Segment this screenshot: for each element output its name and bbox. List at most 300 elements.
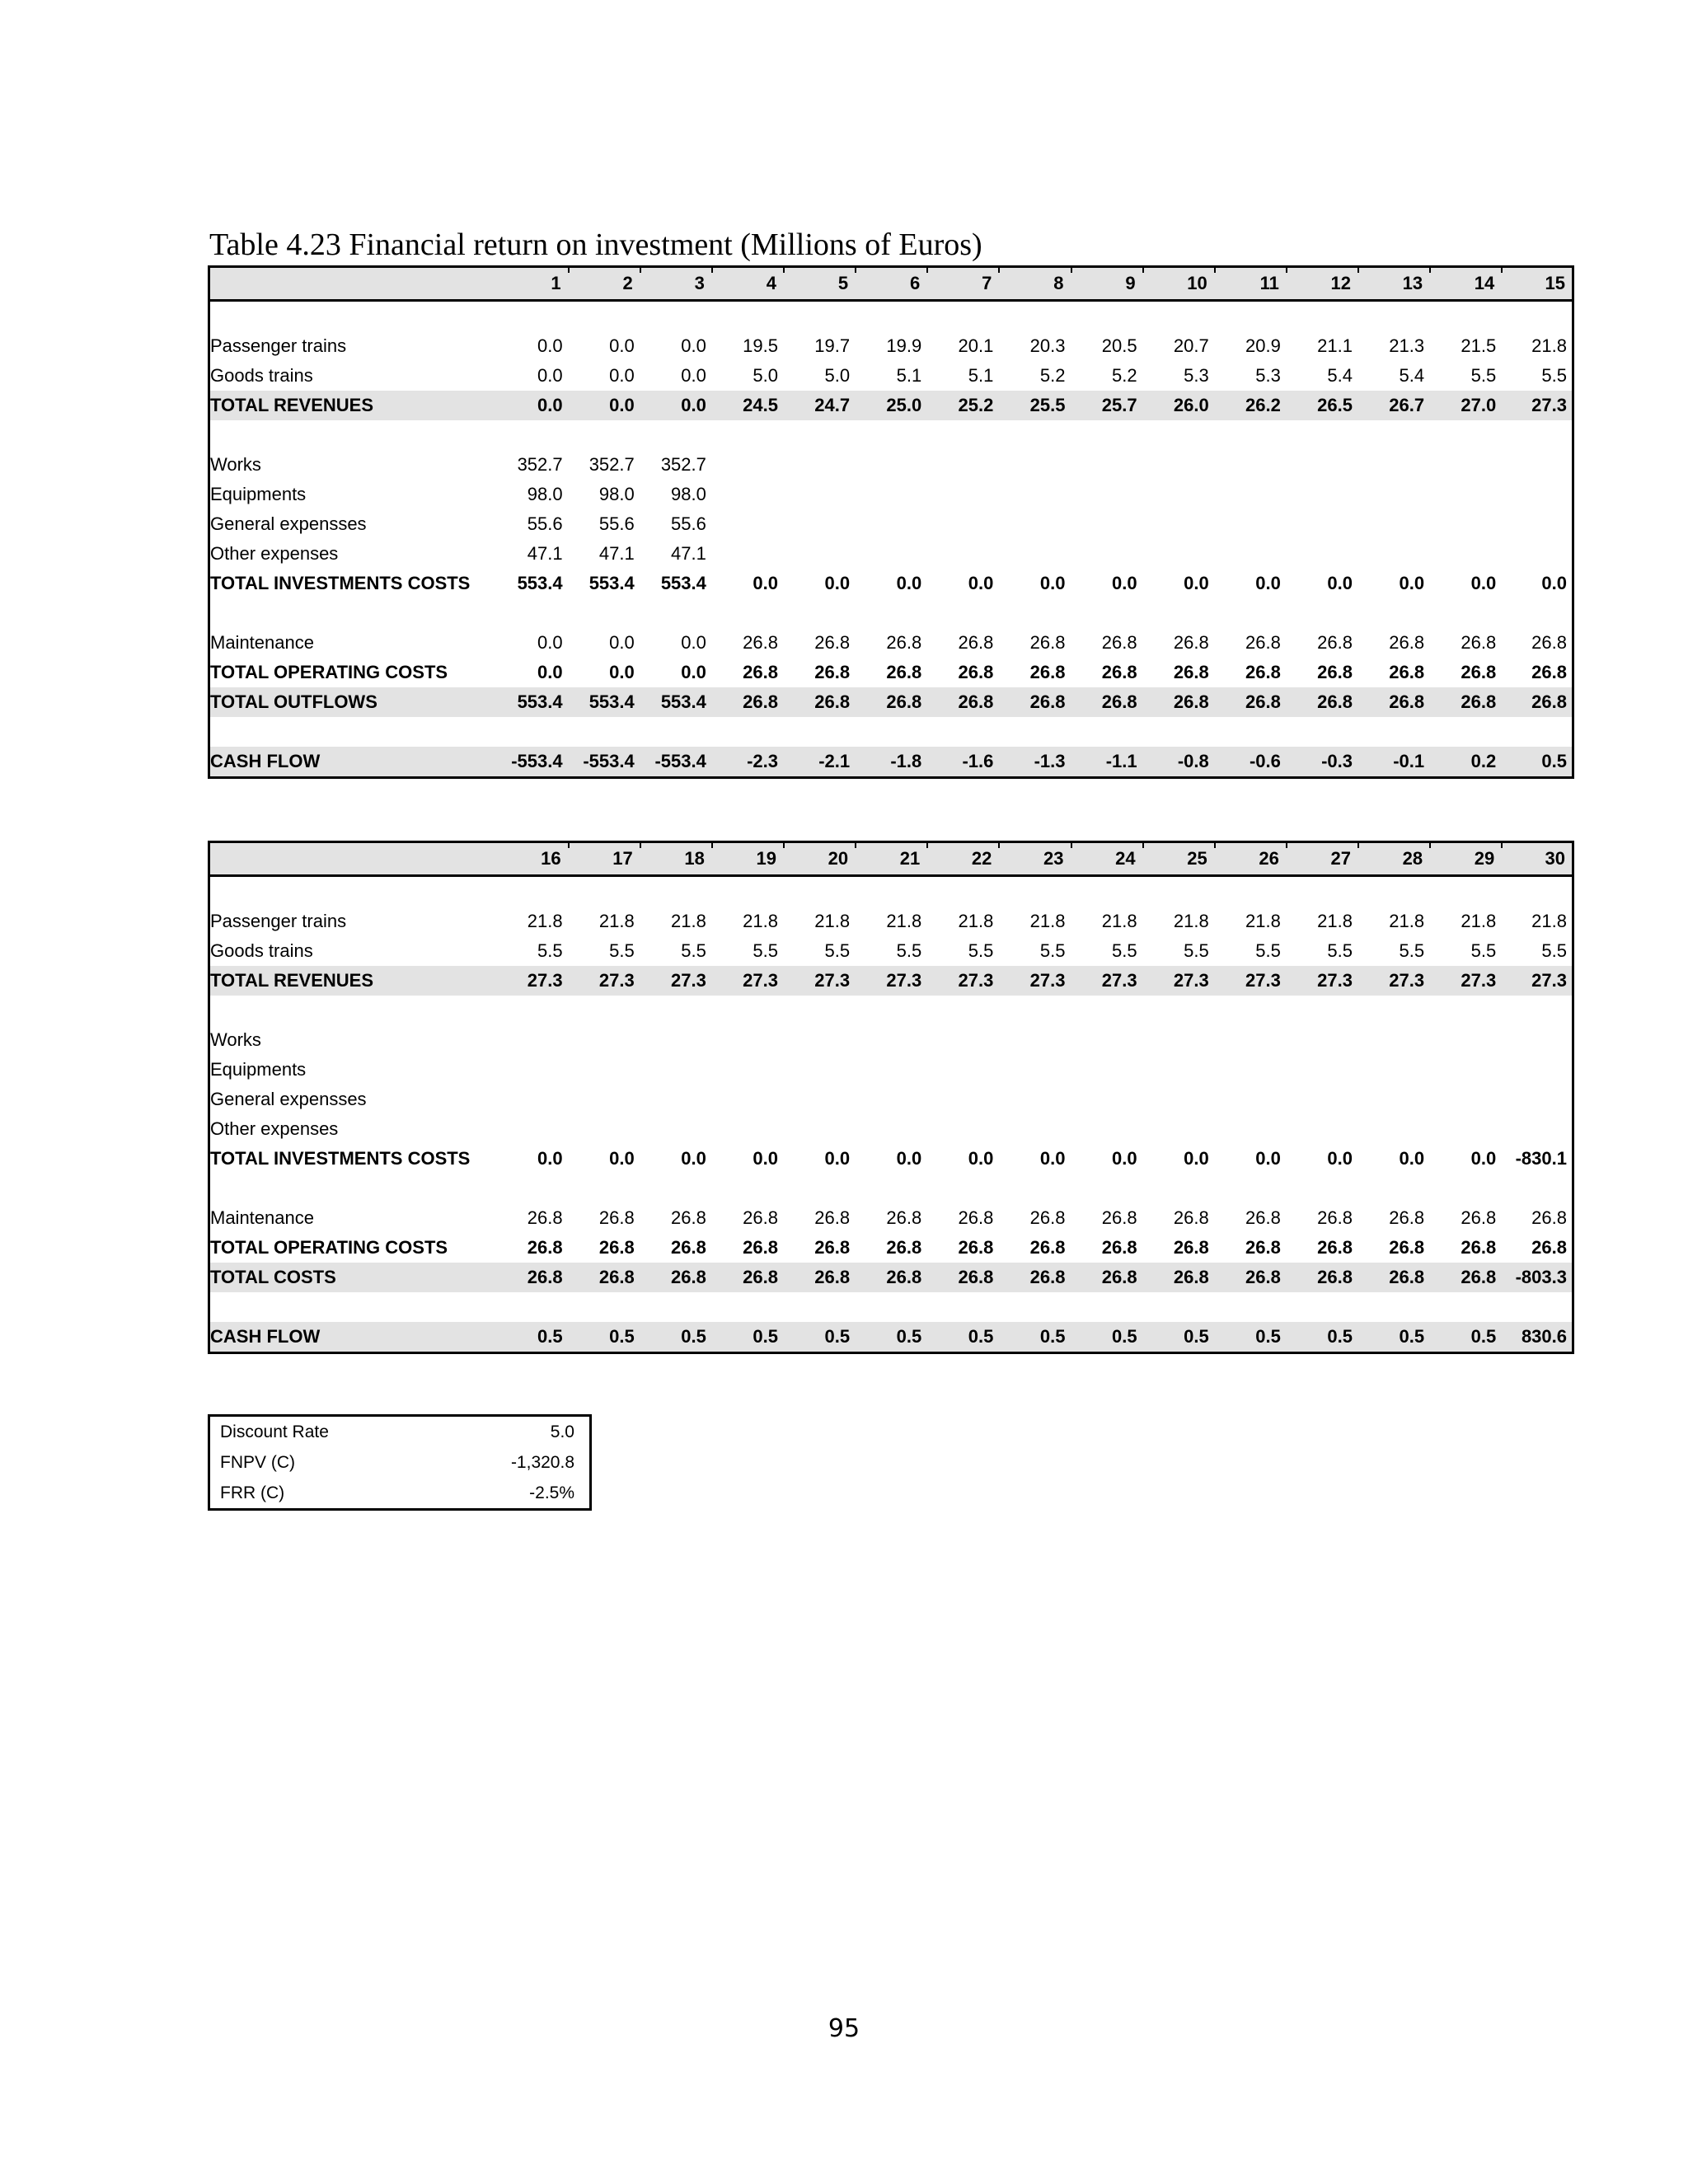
value-cell: 26.8: [814, 632, 851, 653]
value-cell: -0.1: [1357, 747, 1429, 778]
row-label: General expensses: [210, 1089, 367, 1109]
spacer-row: [209, 420, 1573, 450]
value-cell: 0.0: [753, 573, 778, 593]
value-cell: 0.5: [855, 1322, 926, 1353]
value-cell: [998, 1055, 1070, 1085]
row-other-expenses: [209, 1114, 1573, 1144]
value-cell: 0.0: [681, 335, 706, 356]
value-cell: 26.8: [1071, 1263, 1142, 1292]
value-cell: [1214, 1055, 1286, 1085]
year-header: 17: [568, 842, 640, 876]
value-cell: 26.8: [1317, 1207, 1353, 1228]
value-cell: 0.0: [1327, 573, 1353, 593]
value-cell: [855, 1055, 926, 1085]
value-cell: 27.3: [496, 966, 568, 996]
value-cell: 26.8: [1029, 1207, 1066, 1228]
value-cell: 26.8: [1214, 687, 1286, 717]
value-cell: 27.3: [1142, 966, 1214, 996]
value-cell: [1286, 450, 1357, 480]
value-cell: 553.4: [517, 573, 563, 593]
value-cell: [1214, 1114, 1286, 1144]
value-cell: [1357, 1114, 1429, 1144]
value-cell: 47.1: [527, 543, 563, 564]
value-cell: 26.7: [1357, 391, 1429, 420]
value-cell: 27.3: [1501, 966, 1573, 996]
value-cell: 21.8: [958, 911, 994, 931]
row-total-revenues: [209, 391, 1573, 420]
summary-label: FRR (C): [220, 1483, 285, 1502]
value-cell: [783, 450, 855, 480]
header-blank-cell: [209, 267, 496, 301]
value-cell: 26.8: [1245, 1207, 1281, 1228]
summary-label: Discount Rate: [220, 1422, 329, 1441]
value-cell: 5.2: [1112, 365, 1137, 386]
value-cell: -1.3: [998, 747, 1070, 778]
value-cell: [711, 480, 783, 509]
value-cell: 0.0: [968, 573, 994, 593]
value-cell: 5.5: [1327, 940, 1353, 961]
value-cell: 26.8: [1029, 662, 1066, 682]
value-cell: 25.0: [855, 391, 926, 420]
value-cell: 352.7: [588, 454, 635, 475]
year-header: 13: [1357, 267, 1429, 301]
value-cell: [1429, 509, 1501, 539]
value-cell: [1214, 509, 1286, 539]
value-cell: 0.0: [537, 1148, 563, 1169]
value-cell: [1501, 480, 1573, 509]
row-works: [209, 1025, 1573, 1055]
value-cell: [855, 1085, 926, 1114]
table-caption: Table 4.23 Financial return on investment (Millions of Euros): [209, 227, 982, 262]
value-cell: [711, 450, 783, 480]
value-cell: 26.8: [1317, 1237, 1353, 1258]
value-cell: 27.3: [1357, 966, 1429, 996]
value-cell: 26.8: [926, 687, 998, 717]
value-cell: 0.0: [968, 1148, 994, 1169]
row-total-investments-costs: [209, 1144, 1573, 1174]
value-cell: 26.8: [743, 662, 778, 682]
value-cell: [1429, 480, 1501, 509]
value-cell: [1142, 1085, 1214, 1114]
value-cell: [1501, 1114, 1573, 1144]
value-cell: [1071, 1085, 1142, 1114]
value-cell: [1501, 1025, 1573, 1055]
value-cell: 5.5: [753, 940, 778, 961]
value-cell: 26.8: [1142, 687, 1214, 717]
value-cell: 26.8: [958, 1207, 994, 1228]
row-label: TOTAL REVENUES: [209, 391, 496, 420]
value-cell: [783, 1025, 855, 1055]
value-cell: 5.2: [1039, 365, 1066, 386]
value-cell: [1357, 1025, 1429, 1055]
value-cell: 0.0: [681, 632, 706, 653]
year-header: 26: [1214, 842, 1286, 876]
value-cell: 26.8: [998, 687, 1070, 717]
value-cell: 26.8: [598, 1237, 635, 1258]
value-cell: [1357, 480, 1429, 509]
value-cell: 26.8: [1173, 1237, 1209, 1258]
value-cell: [568, 1025, 640, 1055]
value-cell: 26.8: [1101, 662, 1137, 682]
value-cell: 27.0: [1429, 391, 1501, 420]
year-header: 23: [998, 842, 1070, 876]
value-cell: [1357, 1085, 1429, 1114]
value-cell: [1429, 1114, 1501, 1144]
value-cell: 5.5: [1470, 365, 1497, 386]
summary-value: -2.5%: [529, 1483, 574, 1502]
value-cell: 5.5: [681, 940, 706, 961]
value-cell: [1142, 1114, 1214, 1144]
value-cell: [1071, 539, 1142, 569]
value-cell: [1357, 450, 1429, 480]
value-cell: [855, 480, 926, 509]
year-header: 6: [855, 267, 926, 301]
value-cell: 26.8: [743, 632, 778, 653]
value-cell: 26.8: [1029, 1237, 1066, 1258]
value-cell: [926, 509, 998, 539]
value-cell: [998, 450, 1070, 480]
value-cell: 0.0: [1470, 1148, 1497, 1169]
summary-value: -1,320.8: [510, 1452, 574, 1472]
value-cell: [1214, 539, 1286, 569]
value-cell: 26.8: [496, 1263, 568, 1292]
value-cell: 26.8: [886, 662, 922, 682]
value-cell: 26.0: [1142, 391, 1214, 420]
value-cell: [1501, 509, 1573, 539]
value-cell: 21.8: [1531, 911, 1567, 931]
value-cell: 21.8: [1389, 911, 1425, 931]
value-cell: 26.8: [855, 1263, 926, 1292]
value-cell: [1142, 1025, 1214, 1055]
row-total-revenues: [209, 966, 1573, 996]
year-header: 19: [711, 842, 783, 876]
row-label: Works: [210, 454, 261, 475]
value-cell: -0.6: [1214, 747, 1286, 778]
value-cell: 26.8: [814, 1237, 851, 1258]
value-cell: 26.8: [1286, 1263, 1357, 1292]
row-passenger-trains: [209, 907, 1573, 936]
row-works: [209, 450, 1573, 480]
value-cell: [998, 509, 1070, 539]
value-cell: [998, 539, 1070, 569]
row-cash-flow: [209, 1322, 1573, 1353]
value-cell: 26.8: [598, 1207, 635, 1228]
value-cell: 5.5: [1039, 940, 1066, 961]
header-row: [209, 267, 1573, 301]
page-number: 95: [828, 2014, 860, 2043]
value-cell: [496, 1085, 568, 1114]
value-cell: 26.8: [1501, 687, 1573, 717]
value-cell: 26.8: [886, 1237, 922, 1258]
value-cell: [855, 509, 926, 539]
value-cell: [568, 1114, 640, 1144]
value-cell: [998, 1114, 1070, 1144]
value-cell: 26.8: [1101, 1207, 1137, 1228]
financial-return-table-years-1-15: [208, 265, 1574, 779]
value-cell: 26.8: [1531, 632, 1567, 653]
value-cell: [998, 480, 1070, 509]
value-cell: 0.0: [496, 391, 568, 420]
value-cell: 26.8: [1531, 662, 1567, 682]
row-total-outflows: [209, 687, 1573, 717]
value-cell: [783, 1055, 855, 1085]
value-cell: [1071, 480, 1142, 509]
year-header: 24: [1071, 842, 1142, 876]
row-label: TOTAL OPERATING COSTS: [210, 1237, 448, 1258]
row-total-investments-costs: [209, 569, 1573, 598]
value-cell: 0.0: [609, 632, 635, 653]
value-cell: [711, 509, 783, 539]
row-label: TOTAL COSTS: [209, 1263, 496, 1292]
value-cell: 0.0: [824, 1148, 851, 1169]
value-cell: 0.5: [783, 1322, 855, 1353]
value-cell: [998, 1025, 1070, 1055]
value-cell: [783, 1085, 855, 1114]
row-label: Goods trains: [210, 365, 313, 386]
value-cell: 25.7: [1071, 391, 1142, 420]
spacer-row: [209, 301, 1573, 332]
value-cell: 26.8: [1461, 1237, 1497, 1258]
value-cell: 26.8: [783, 687, 855, 717]
value-cell: 26.8: [1245, 662, 1281, 682]
row-maintenance: [209, 628, 1573, 658]
value-cell: 26.8: [783, 1263, 855, 1292]
value-cell: 0.5: [926, 1322, 998, 1353]
value-cell: 24.7: [783, 391, 855, 420]
value-cell: [1071, 1114, 1142, 1144]
summary-row: [209, 1478, 591, 1510]
value-cell: [855, 450, 926, 480]
row-label: Equipments: [210, 1059, 307, 1080]
value-cell: 98.0: [671, 484, 706, 504]
value-cell: [1142, 1055, 1214, 1085]
value-cell: 26.8: [814, 1207, 851, 1228]
value-cell: 26.8: [958, 1237, 994, 1258]
value-cell: [711, 1055, 783, 1085]
value-cell: 0.5: [640, 1322, 711, 1353]
year-header: 21: [855, 842, 926, 876]
value-cell: 0.0: [824, 573, 851, 593]
year-header: 28: [1357, 842, 1429, 876]
value-cell: 0.0: [1399, 1148, 1425, 1169]
value-cell: [1286, 1055, 1357, 1085]
value-cell: 5.5: [609, 940, 635, 961]
value-cell: [640, 1025, 711, 1055]
value-cell: [1429, 1025, 1501, 1055]
value-cell: 26.8: [1029, 632, 1066, 653]
spacer-row: [209, 876, 1573, 907]
value-cell: 26.8: [926, 1263, 998, 1292]
year-header: 18: [640, 842, 711, 876]
value-cell: 21.8: [1531, 335, 1567, 356]
value-cell: 0.0: [681, 365, 706, 386]
value-cell: 0.0: [609, 662, 635, 682]
value-cell: [496, 1025, 568, 1055]
value-cell: [855, 1114, 926, 1144]
value-cell: 553.4: [588, 573, 635, 593]
row-label: Works: [210, 1029, 261, 1050]
value-cell: 0.0: [609, 335, 635, 356]
value-cell: 26.8: [1389, 1237, 1425, 1258]
value-cell: [1214, 480, 1286, 509]
value-cell: [711, 1025, 783, 1055]
year-header: 11: [1214, 267, 1286, 301]
summary-label: FNPV (C): [220, 1452, 295, 1472]
row-equipments: [209, 480, 1573, 509]
value-cell: 5.5: [1470, 940, 1497, 961]
value-cell: 26.8: [1461, 632, 1497, 653]
year-header: 10: [1142, 267, 1214, 301]
value-cell: 20.1: [958, 335, 994, 356]
value-cell: 0.0: [1112, 1148, 1137, 1169]
value-cell: 21.1: [1317, 335, 1353, 356]
row-total-operating-costs: [209, 1233, 1573, 1263]
row-label: TOTAL REVENUES: [209, 966, 496, 996]
value-cell: 0.5: [496, 1322, 568, 1353]
value-cell: 26.8: [886, 1207, 922, 1228]
value-cell: 553.4: [660, 573, 706, 593]
value-cell: 0.5: [1501, 747, 1573, 778]
value-cell: 5.5: [968, 940, 994, 961]
value-cell: 27.3: [926, 966, 998, 996]
value-cell: 0.5: [1286, 1322, 1357, 1353]
value-cell: [855, 539, 926, 569]
value-cell: 5.5: [537, 940, 563, 961]
value-cell: 553.4: [640, 687, 711, 717]
value-cell: 0.0: [609, 1148, 635, 1169]
value-cell: -2.1: [783, 747, 855, 778]
value-cell: 19.5: [743, 335, 778, 356]
value-cell: 20.9: [1245, 335, 1281, 356]
value-cell: [783, 480, 855, 509]
value-cell: 21.8: [1245, 911, 1281, 931]
spacer-row: [209, 717, 1573, 747]
value-cell: 5.0: [753, 365, 778, 386]
value-cell: [1286, 1025, 1357, 1055]
value-cell: [1142, 480, 1214, 509]
value-cell: 20.7: [1173, 335, 1209, 356]
value-cell: 0.0: [681, 1148, 706, 1169]
value-cell: 25.5: [998, 391, 1070, 420]
value-cell: 27.3: [640, 966, 711, 996]
value-cell: 26.8: [855, 687, 926, 717]
year-header: 5: [783, 267, 855, 301]
row-general-expensses: [209, 1085, 1573, 1114]
value-cell: 19.9: [886, 335, 922, 356]
year-header: 29: [1429, 842, 1501, 876]
value-cell: 27.3: [1071, 966, 1142, 996]
financial-return-table-years-16-30: [208, 841, 1574, 1354]
value-cell: [640, 1085, 711, 1114]
value-cell: -0.3: [1286, 747, 1357, 778]
value-cell: 26.8: [1214, 1263, 1286, 1292]
value-cell: 27.3: [1429, 966, 1501, 996]
value-cell: 26.8: [1389, 1207, 1425, 1228]
value-cell: 5.3: [1184, 365, 1209, 386]
summary-indicators-table: [208, 1414, 592, 1511]
value-cell: 55.6: [598, 513, 635, 534]
value-cell: [1071, 1025, 1142, 1055]
value-cell: 21.8: [1029, 911, 1066, 931]
value-cell: 21.8: [1461, 911, 1497, 931]
value-cell: 21.8: [886, 911, 922, 931]
value-cell: 21.8: [1317, 911, 1353, 931]
spacer-row: [209, 1292, 1573, 1322]
row-goods-trains: [209, 361, 1573, 391]
value-cell: 25.2: [926, 391, 998, 420]
value-cell: 21.3: [1389, 335, 1425, 356]
value-cell: 5.5: [1399, 940, 1425, 961]
value-cell: 26.8: [1461, 662, 1497, 682]
value-cell: 26.8: [1142, 1263, 1214, 1292]
row-label: Passenger trains: [210, 335, 347, 356]
value-cell: 26.8: [814, 662, 851, 682]
value-cell: 21.8: [1173, 911, 1209, 931]
value-cell: 352.7: [660, 454, 706, 475]
value-cell: 20.3: [1029, 335, 1066, 356]
value-cell: 24.5: [711, 391, 783, 420]
value-cell: [1286, 509, 1357, 539]
value-cell: [1501, 539, 1573, 569]
value-cell: 5.0: [824, 365, 851, 386]
value-cell: 0.0: [1255, 573, 1281, 593]
value-cell: 47.1: [671, 543, 706, 564]
value-cell: 27.3: [855, 966, 926, 996]
value-cell: 0.5: [711, 1322, 783, 1353]
value-cell: [496, 1055, 568, 1085]
value-cell: 26.8: [1531, 1237, 1567, 1258]
value-cell: [1286, 1085, 1357, 1114]
year-header: 16: [496, 842, 568, 876]
summary-row: [209, 1447, 591, 1478]
value-cell: [1429, 450, 1501, 480]
value-cell: 553.4: [496, 687, 568, 717]
value-cell: 0.0: [568, 391, 640, 420]
year-header: 2: [568, 267, 640, 301]
value-cell: 0.0: [640, 391, 711, 420]
value-cell: [1429, 1085, 1501, 1114]
row-label: General expensses: [210, 513, 367, 534]
value-cell: 0.0: [609, 365, 635, 386]
value-cell: 27.3: [998, 966, 1070, 996]
row-label: Passenger trains: [210, 911, 347, 931]
value-cell: 21.8: [598, 911, 635, 931]
row-label: Equipments: [210, 484, 307, 504]
year-header: 20: [783, 842, 855, 876]
value-cell: [1071, 509, 1142, 539]
value-cell: 26.8: [1101, 632, 1137, 653]
value-cell: 0.0: [537, 365, 563, 386]
value-cell: [711, 1114, 783, 1144]
value-cell: 0.0: [537, 632, 563, 653]
value-cell: 0.0: [1184, 573, 1209, 593]
spacer-row: [209, 996, 1573, 1025]
value-cell: [1071, 1055, 1142, 1085]
value-cell: 26.8: [1531, 1207, 1567, 1228]
value-cell: [926, 1055, 998, 1085]
value-cell: 26.8: [1389, 632, 1425, 653]
value-cell: 26.8: [1357, 687, 1429, 717]
value-cell: 26.8: [1286, 687, 1357, 717]
value-cell: [926, 1025, 998, 1055]
row-other-expenses: [209, 539, 1573, 569]
value-cell: [1142, 450, 1214, 480]
value-cell: 26.8: [1429, 687, 1501, 717]
value-cell: -1.8: [855, 747, 926, 778]
value-cell: [1357, 509, 1429, 539]
value-cell: -1.1: [1071, 747, 1142, 778]
value-cell: [1501, 1085, 1573, 1114]
